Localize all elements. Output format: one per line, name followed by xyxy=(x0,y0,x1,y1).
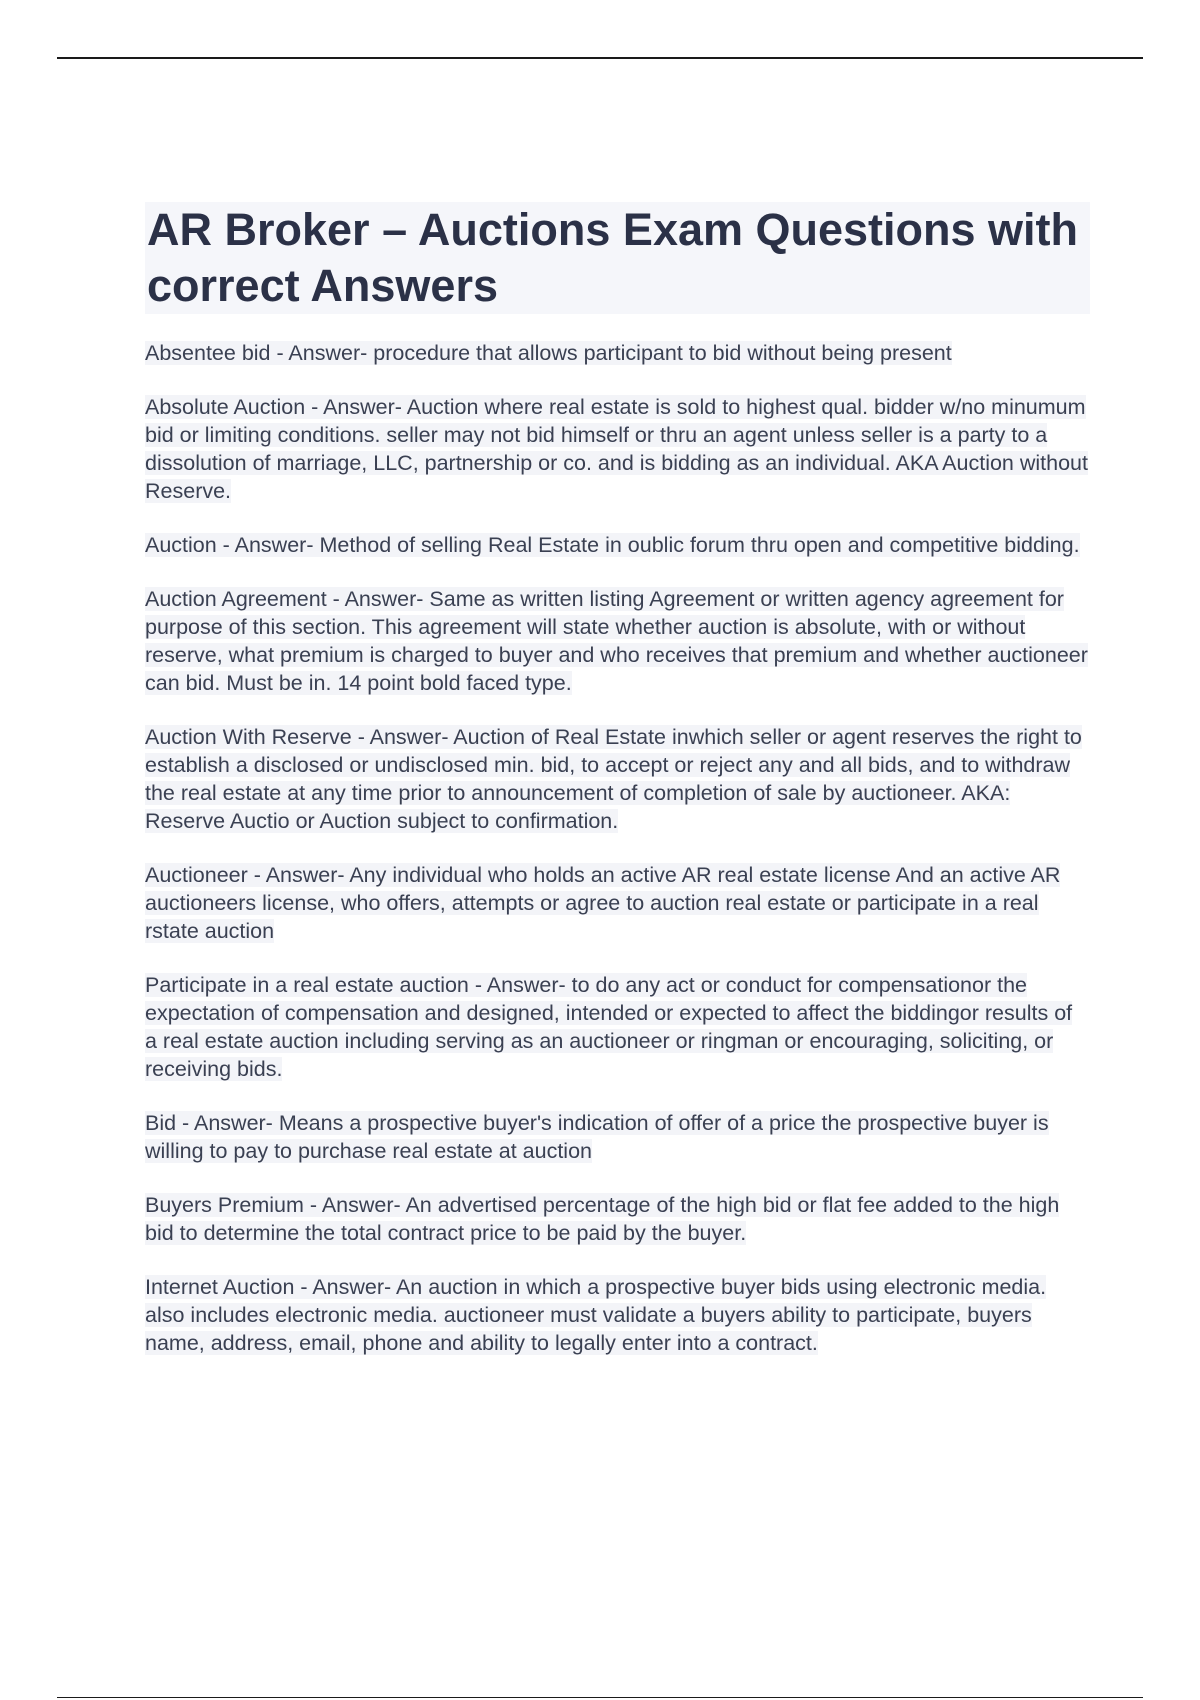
entry-participate xyxy=(145,971,1090,1083)
bottom-divider xyxy=(57,1697,1143,1698)
entry-text: Participate in a real estate auction - Answer- to do any act or conduct for compensationor the expectation of compensation and designed, intended or expected to affect the biddingor results of a real estate auction including serving as an auctioneer or ringman or encouraging, soliciting, or receiving bids. xyxy=(145,973,1073,1081)
entry-auctioneer xyxy=(145,861,1090,945)
top-divider xyxy=(57,57,1143,59)
document-title: AR Broker – Auctions Exam Questions with correct Answers xyxy=(145,202,1090,314)
entry-absolute-auction xyxy=(145,393,1090,505)
entry-text: Auction Agreement - Answer- Same as written listing Agreement or written agency agreement for purpose of this section. This agreement will state whether auction is absolute, with or without reserve, what premium is charged to buyer and who receives that premium and whether auctioneer can bid. Must be in. 14 point bold faced type. xyxy=(145,587,1088,695)
entry-text: Auctioneer - Answer- Any individual who holds an active AR real estate license And an active AR auctioneers license, who offers, attempts or agree to auction real estate or participate in a real rstate auction xyxy=(145,863,1061,943)
entry-text: Auction With Reserve - Answer- Auction of Real Estate inwhich seller or agent reserves the right to establish a disclosed or undisclosed min. bid, to accept or reject any and all bids, and to withdraw the real estate at any time prior to announcement of completion of sale by auctioneer. AKA: Reserve Auctio or Auction subject to confirmation. xyxy=(145,725,1082,833)
entry-buyers-premium xyxy=(145,1191,1090,1247)
entry-auction xyxy=(145,531,1090,559)
entry-absentee-bid xyxy=(145,339,1090,367)
entry-bid xyxy=(145,1109,1090,1165)
entry-text: Internet Auction - Answer- An auction in which a prospective buyer bids using electronic media. also includes electronic media. auctioneer must validate a buyers ability to participate, buyers name, address, email, phone and ability to legally enter into a contract. xyxy=(145,1275,1047,1355)
entry-text: Buyers Premium - Answer- An advertised percentage of the high bid or flat fee added to the high bid to determine the total contract price to be paid by the buyer. xyxy=(145,1193,1060,1245)
entry-text: Absolute Auction - Answer- Auction where real estate is sold to highest qual. bidder w/no minumum bid or limiting conditions. seller may not bid himself or thru an agent unless seller is a party to a dissolution of marriage, LLC, partnership or co. and is bidding as an individual. AKA Auction without Reserve. xyxy=(145,395,1088,503)
entry-auction-agreement xyxy=(145,585,1090,697)
document-body xyxy=(145,202,1090,1383)
entry-text: Absentee bid - Answer- procedure that allows participant to bid without being present xyxy=(145,341,952,365)
entry-internet-auction xyxy=(145,1273,1090,1357)
entry-auction-with-reserve xyxy=(145,723,1090,835)
entry-list xyxy=(145,339,1090,1357)
entry-text: Bid - Answer- Means a prospective buyer's indication of offer of a price the prospective buyer is willing to pay to purchase real estate at auction xyxy=(145,1111,1049,1163)
entry-text: Auction - Answer- Method of selling Real Estate in oublic forum thru open and competitive bidding. xyxy=(145,533,1080,557)
